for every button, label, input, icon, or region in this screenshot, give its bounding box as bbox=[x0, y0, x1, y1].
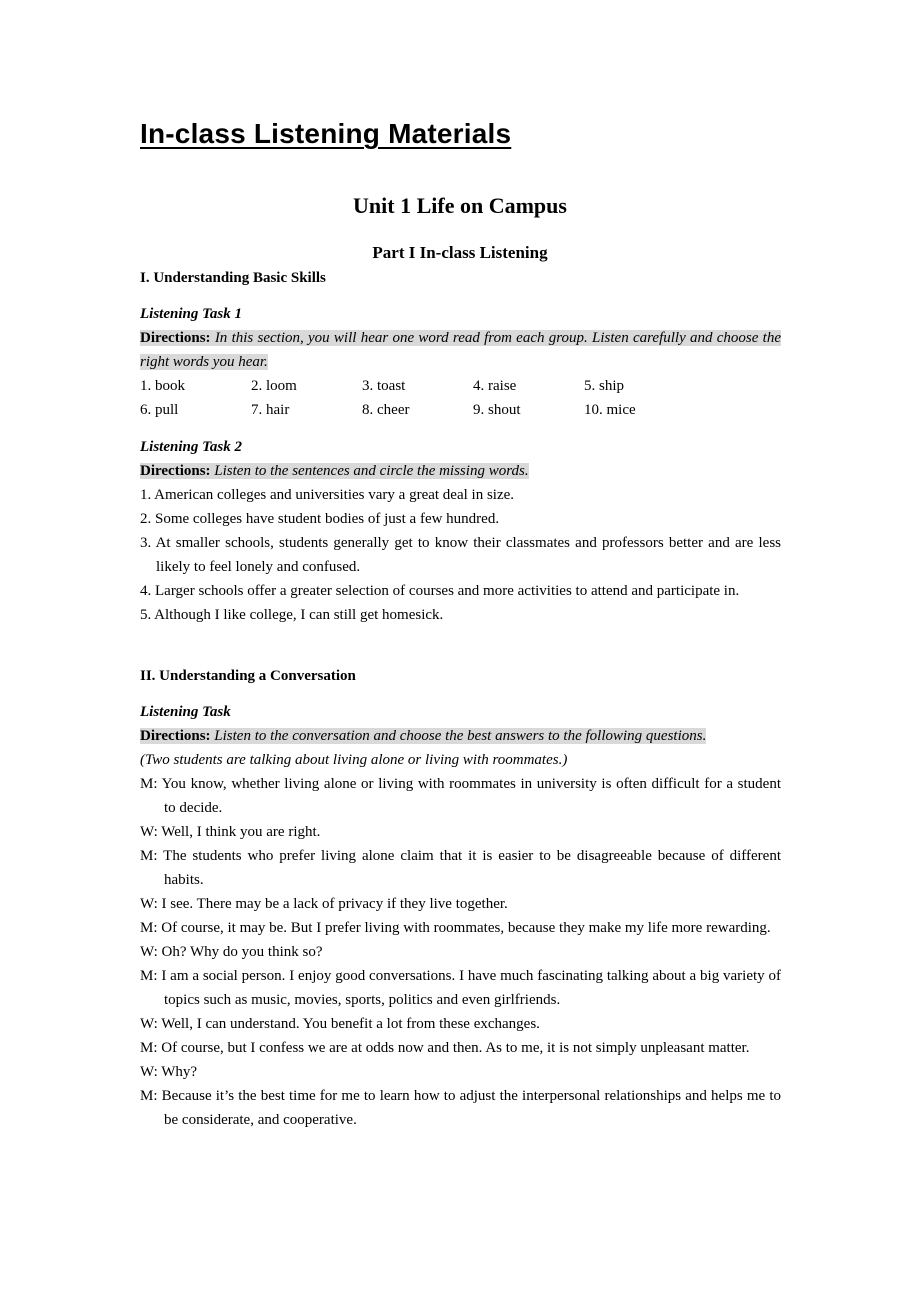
dialogue-line: W: Well, I think you are right. bbox=[140, 824, 321, 840]
sentence-item: 1. American colleges and universities vary a great deal in size. bbox=[140, 487, 515, 503]
listening-task-conversation bbox=[140, 700, 781, 1132]
unit-title: Unit 1 Life on Campus bbox=[353, 193, 567, 218]
task-1-directions bbox=[140, 326, 781, 374]
listening-task-2 bbox=[140, 435, 781, 627]
section-1-heading: I. Understanding Basic Skills bbox=[140, 270, 326, 286]
word-item: 10. mice bbox=[584, 402, 636, 418]
task-1-heading: Listening Task 1 bbox=[140, 306, 242, 322]
task-2-directions bbox=[140, 459, 781, 483]
task-3-heading: Listening Task bbox=[140, 704, 231, 720]
sentence-item: 5. Although I like college, I can still get homesick. bbox=[140, 607, 444, 623]
dialogue-line: M: Because it’s the best time for me to learn how to adjust the interpersonal relationships and helps me to be considerate, and cooperative. bbox=[140, 1088, 781, 1128]
part-title: Part I In-class Listening bbox=[372, 243, 548, 262]
dialogue-line: W: I see. There may be a lack of privacy if they live together. bbox=[140, 896, 508, 912]
dialogue-line: M: Of course, it may be. But I prefer living with roommates, because they make my life more rewarding. bbox=[140, 920, 771, 936]
dialogue-line: W: Oh? Why do you think so? bbox=[140, 944, 323, 960]
task-3-directions bbox=[140, 724, 781, 748]
word-item: 2. loom bbox=[251, 378, 297, 394]
word-item: 6. pull bbox=[140, 402, 179, 418]
dialogue-line: M: I am a social person. I enjoy good conversations. I have much fascinating talking about a big variety of topics such as music, movies, sports, politics and even girlfriends. bbox=[140, 968, 781, 1008]
sentence-item: 2. Some colleges have student bodies of just a few hundred. bbox=[140, 511, 500, 527]
sentence-item: 4. Larger schools offer a greater selection of courses and more activities to attend and participate in. bbox=[140, 583, 740, 599]
dialogue-line: M: You know, whether living alone or living with roommates in university is often difficult for a student to decide. bbox=[140, 776, 781, 816]
word-list-row-1 bbox=[140, 374, 781, 398]
section-2-heading: II. Understanding a Conversation bbox=[140, 668, 356, 684]
word-list-row-2 bbox=[140, 398, 781, 422]
word-item: 8. cheer bbox=[362, 402, 410, 418]
word-item: 9. shout bbox=[473, 402, 521, 418]
dialogue-line: M: The students who prefer living alone claim that it is easier to be disagreeable because of different habits. bbox=[140, 848, 781, 888]
dialogue-line: W: Well, I can understand. You benefit a lot from these exchanges. bbox=[140, 1016, 540, 1032]
word-item: 1. book bbox=[140, 378, 185, 394]
task-2-heading: Listening Task 2 bbox=[140, 439, 242, 455]
task-1-directions-label: Directions: bbox=[140, 330, 211, 346]
word-item: 3. toast bbox=[362, 378, 406, 394]
task-3-directions-label: Directions: bbox=[140, 728, 211, 744]
dialogue-line: M: Of course, but I confess we are at odds now and then. As to me, it is not simply unpleasant matter. bbox=[140, 1040, 750, 1056]
document-title: In-class Listening Materials bbox=[140, 118, 512, 149]
section-2 bbox=[140, 664, 781, 688]
task-2-directions-text: Listen to the sentences and circle the missing words. bbox=[214, 463, 529, 479]
word-item: 7. hair bbox=[251, 402, 290, 418]
task-3-directions-text: Listen to the conversation and choose the best answers to the following questions. bbox=[214, 728, 707, 744]
sentence-item: 3. At smaller schools, students generally get to know their classmates and professors better and are less likely to feel lonely and confused. bbox=[140, 535, 781, 575]
task-1-directions-text: In this section, you will hear one word read from each group. Listen carefully and choose the right words you hear. bbox=[140, 330, 781, 370]
listening-task-1 bbox=[140, 302, 781, 422]
word-item: 4. raise bbox=[473, 378, 517, 394]
word-item: 5. ship bbox=[584, 378, 625, 394]
section-1 bbox=[140, 266, 781, 290]
task-2-directions-label: Directions: bbox=[140, 463, 211, 479]
dialogue-line: W: Why? bbox=[140, 1064, 198, 1080]
conversation-context: (Two students are talking about living alone or living with roommates.) bbox=[140, 752, 568, 768]
